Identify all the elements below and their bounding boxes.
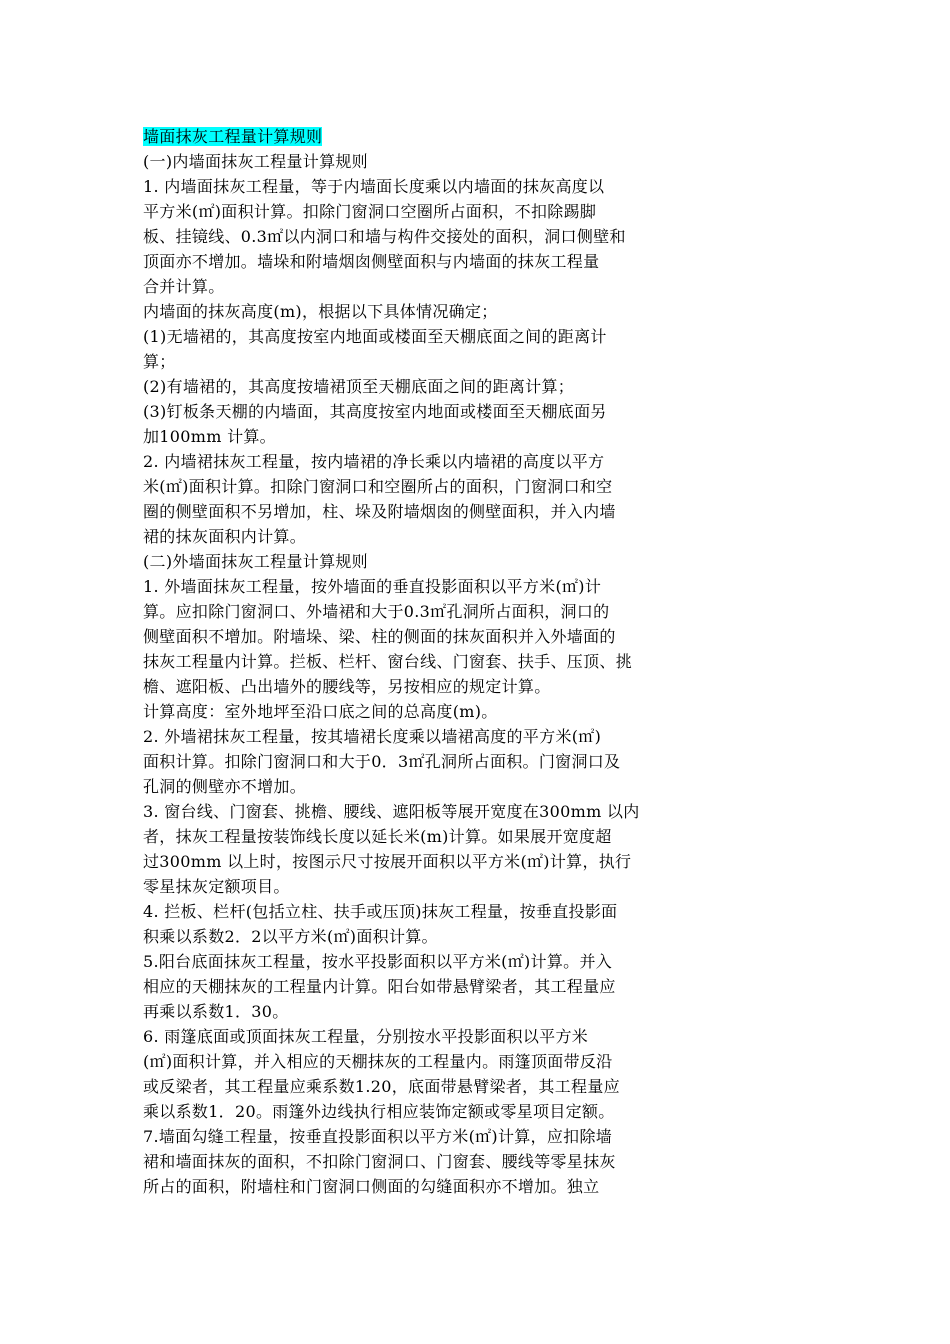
text-line: 孔洞的侧壁亦不增加。 xyxy=(143,777,307,796)
text-line: 算。应扣除门窗洞口、外墙裙和大于0.3㎡孔洞所占面积，洞口的 xyxy=(143,602,610,621)
text-line: 5.阳台底面抹灰工程量，按水平投影面积以平方米(㎡)计算。并入 xyxy=(143,952,613,971)
text-line: 顶面亦不增加。墙垛和附墙烟囱侧壁面积与内墙面的抹灰工程量 xyxy=(143,252,600,271)
document-body xyxy=(143,124,688,1199)
text-line: 抹灰工程量内计算。拦板、栏杆、窗台线、门窗套、扶手、压顶、挑 xyxy=(143,652,633,671)
text-line: (二)外墙面抹灰工程量计算规则 xyxy=(143,552,368,571)
title-line xyxy=(143,124,688,149)
text-line: 侧壁面积不增加。附墙垛、梁、柱的侧面的抹灰面积并入外墙面的 xyxy=(143,627,616,646)
text-line: 1. 内墙面抹灰工程量，等于内墙面长度乘以内墙面的抹灰高度以 xyxy=(143,177,605,196)
text-line: (一)内墙面抹灰工程量计算规则 xyxy=(143,152,368,171)
text-line: 6. 雨篷底面或顶面抹灰工程量，分别按水平投影面积以平方米 xyxy=(143,1027,589,1046)
text-line: 裙和墙面抹灰的面积，不扣除门窗洞口、门窗套、腰线等零星抹灰 xyxy=(143,1152,616,1171)
text-line: 算； xyxy=(143,352,176,371)
text-line: 加100mm 计算。 xyxy=(143,427,276,446)
text-line: 板、挂镜线、0.3㎡以内洞口和墙与构件交接处的面积，洞口侧壁和 xyxy=(143,227,626,246)
text-line: 合并计算。 xyxy=(143,277,225,296)
text-line: 米(㎡)面积计算。扣除门窗洞口和空圈所占的面积，门窗洞口和空 xyxy=(143,477,613,496)
text-line: (3)钉板条天棚的内墙面，其高度按室内地面或楼面至天棚底面另 xyxy=(143,402,607,421)
text-line: 檐、遮阳板、凸出墙外的腰线等，另按相应的规定计算。 xyxy=(143,677,551,696)
text-line: 再乘以系数1．30。 xyxy=(143,1002,289,1021)
text-line: 裙的抹灰面积内计算。 xyxy=(143,527,307,546)
text-line: 所占的面积，附墙柱和门窗洞口侧面的勾缝面积亦不增加。独立 xyxy=(143,1177,600,1196)
text-line: 过300mm 以上时，按图示尺寸按展开面积以平方米(㎡)计算，执行 xyxy=(143,852,632,871)
text-line: 乘以系数1．20。雨篷外边线执行相应装饰定额或零星项目定额。 xyxy=(143,1102,615,1121)
text-line: 或反梁者，其工程量应乘系数1.20，底面带悬臂梁者，其工程量应 xyxy=(143,1077,620,1096)
text-line: 者，抹灰工程量按装饰线长度以延长米(m)计算。如果展开宽度超 xyxy=(143,827,612,846)
text-line: (㎡)面积计算，并入相应的天棚抹灰的工程量内。雨篷顶面带反沿 xyxy=(143,1052,613,1071)
text-line: 圈的侧壁面积不另增加，柱、垛及附墙烟囱的侧壁面积，并入内墙 xyxy=(143,502,616,521)
text-line: (2)有墙裙的，其高度按墙裙顶至天棚底面之间的距离计算； xyxy=(143,377,575,396)
text-line: 7.墙面勾缝工程量，按垂直投影面积以平方米(㎡)计算，应扣除墙 xyxy=(143,1127,613,1146)
document-title: 墙面抹灰工程量计算规则 xyxy=(143,127,323,146)
text-line: 内墙面的抹灰高度(m)，根据以下具体情况确定； xyxy=(143,302,498,321)
text-line: 3. 窗台线、门窗套、挑檐、腰线、遮阳板等展开宽度在300mm 以内 xyxy=(143,802,640,821)
text-line: 4. 拦板、栏杆(包括立柱、扶手或压顶)抹灰工程量，按垂直投影面 xyxy=(143,902,618,921)
text-line: 零星抹灰定额项目。 xyxy=(143,877,290,896)
text-line: 平方米(㎡)面积计算。扣除门窗洞口空圈所占面积，不扣除踢脚 xyxy=(143,202,597,221)
text-line: 1. 外墙面抹灰工程量，按外墙面的垂直投影面积以平方米(㎡)计 xyxy=(143,577,602,596)
text-line: 计算高度：室外地坪至沿口底之间的总高度(m)。 xyxy=(143,702,498,721)
text-line: 积乘以系数2．2以平方米(㎡)面积计算。 xyxy=(143,927,438,946)
text-line: (1)无墙裙的，其高度按室内地面或楼面至天棚底面之间的距离计 xyxy=(143,327,607,346)
text-line: 面积计算。扣除门窗洞口和大于0．3㎡孔洞所占面积。门窗洞口及 xyxy=(143,752,621,771)
text-line: 相应的天棚抹灰的工程量内计算。阳台如带悬臂梁者，其工程量应 xyxy=(143,977,616,996)
text-line: 2. 外墙裙抹灰工程量，按其墙裙长度乘以墙裙高度的平方米(㎡) xyxy=(143,727,602,746)
text-line: 2. 内墙裙抹灰工程量，按内墙裙的净长乘以内墙裙的高度以平方 xyxy=(143,452,605,471)
